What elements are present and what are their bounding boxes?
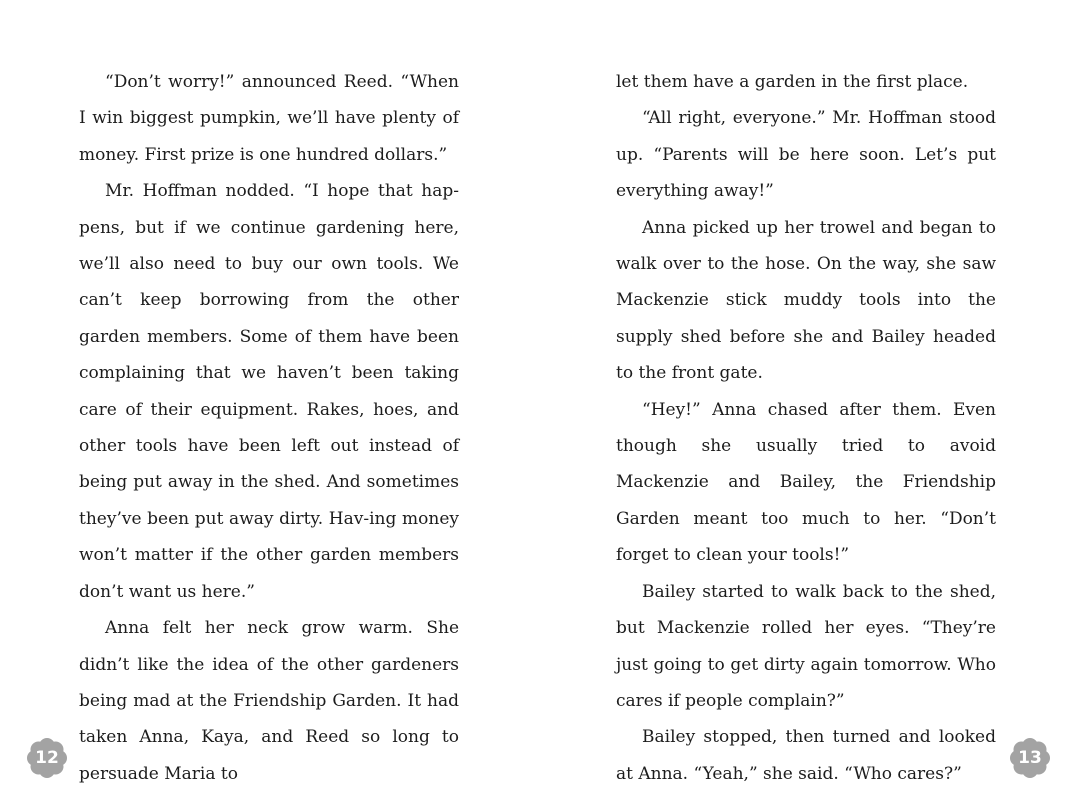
- right-paragraph-1: let them have a garden in the first place.: [616, 72, 969, 92]
- right-paragraph-4: “Hey!” Anna chased after them. Even though she usually tried to avoid Mackenzie and Bailey, the Friendship Garden meant too much to her. “Don’t forget to clean your tools!”: [616, 399, 996, 566]
- left-paragraph-1: “Don’t worry!” announced Reed. “When I win biggest pumpkin, we’ll have plenty of money. First prize is one hundred dollars.”: [79, 72, 459, 165]
- page-number-badge-left: [26, 737, 68, 779]
- left-paragraph-3: Anna felt her neck grow warm. She didn’t like the idea of the other gardeners being mad at the Friendship Garden. It had taken Anna, Kaya, and Reed so long to persuade Maria to: [79, 618, 459, 784]
- page-number-right: 13: [1018, 748, 1042, 768]
- left-page-text: [79, 64, 459, 792]
- right-page-text: [616, 64, 996, 792]
- page-number-left: 12: [35, 748, 59, 768]
- right-paragraph-6: Bailey stopped, then turned and looked at Anna. “Yeah,” she said. “Who cares?”: [616, 727, 996, 784]
- left-paragraph-2: Mr. Hoffman nodded. “I hope that hap-pens, but if we continue gardening here, we’ll also need to buy our own tools. We can’t keep borrowing from the other garden members. Some of them have been complaining that we haven’t been taking care of their equipment. Rakes, hoes, and other tools have been left out instead of being put away in the shed. And sometimes they’ve been put away dirty. Hav-ing money won’t matter if the other garden members don’t want us here.”: [79, 181, 459, 602]
- right-paragraph-5: Bailey started to walk back to the shed, but Mackenzie rolled her eyes. “They’re just going to get dirty again tomorrow. Who cares if people complain?”: [616, 581, 996, 711]
- page-number-badge-right: [1009, 737, 1051, 779]
- right-paragraph-2: “All right, everyone.” Mr. Hoffman stood up. “Parents will be here soon. Let’s put everything away!”: [616, 108, 996, 202]
- right-paragraph-3: Anna picked up her trowel and began to walk over to the hose. On the way, she saw Mackenzie stick muddy tools into the supply shed before she and Bailey headed to the front gate.: [616, 217, 996, 384]
